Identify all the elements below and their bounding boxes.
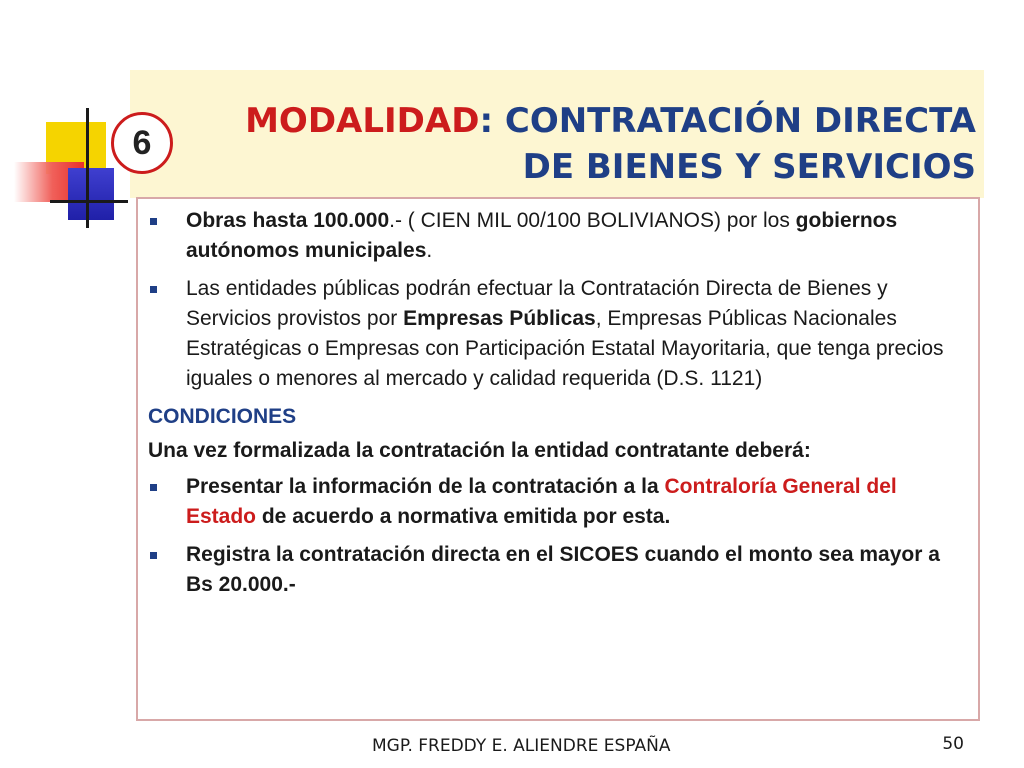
bullet-text: .- ( CIEN MIL 00/100 BOLIVIANOS) por los [389,209,796,232]
title-lead: MODALIDAD [245,101,480,141]
condition-highlight: Contraloría General del Estado [186,475,897,528]
square-bullet-icon [150,484,157,491]
bullet-item [148,206,968,266]
bullet-text-bold: Obras hasta 100.000 [186,209,390,232]
footer-author: MGP. FREDDY E. ALIENDRE ESPAÑA [372,736,671,756]
page-number: 50 [942,734,964,754]
decor-blue-square [68,168,114,220]
condition-text: Registra la contratación directa en el SICOES cuando el monto sea mayor a Bs 20.000.- [186,543,940,596]
square-bullet-icon [150,218,157,225]
bullet-text: Las entidades públicas podrán efectuar la Contratación Directa de Bienes y Servicios provistos por [186,277,888,330]
square-bullet-icon [150,286,157,293]
slide-number-badge: 6 [111,112,173,174]
condition-text: de acuerdo a normativa emitida por esta. [256,505,671,528]
bullet-item [148,274,968,394]
conditions-heading: CONDICIONES [148,405,297,428]
square-bullet-icon [150,552,157,559]
bullet-text: , Empresas Públicas Nacionales Estratégicas o Empresas con Participación Estatal Mayoritaria, que tenga precios iguales o menores al mercado y calidad requerida (D.S. 1121) [186,307,944,390]
slide-title [176,98,976,190]
condition-text: Presentar la información de la contratación a la [186,475,665,498]
bullet-text: . [426,239,433,262]
slide-body [148,206,968,608]
condition-item [148,540,968,600]
title-rest: : CONTRATACIÓN DIRECTA [479,101,976,141]
conditions-intro: Una vez formalizada la contratación la entidad contratante deberá: [148,439,811,462]
title-line2: DE BIENES Y SERVICIOS [522,147,976,187]
decor-horizontal-line [50,200,128,203]
condition-item [148,472,968,532]
bullet-text-bold: Empresas Públicas [403,307,596,330]
decor-vertical-line [86,108,89,228]
bullet-text-bold: gobiernos autónomos municipales [186,209,898,262]
